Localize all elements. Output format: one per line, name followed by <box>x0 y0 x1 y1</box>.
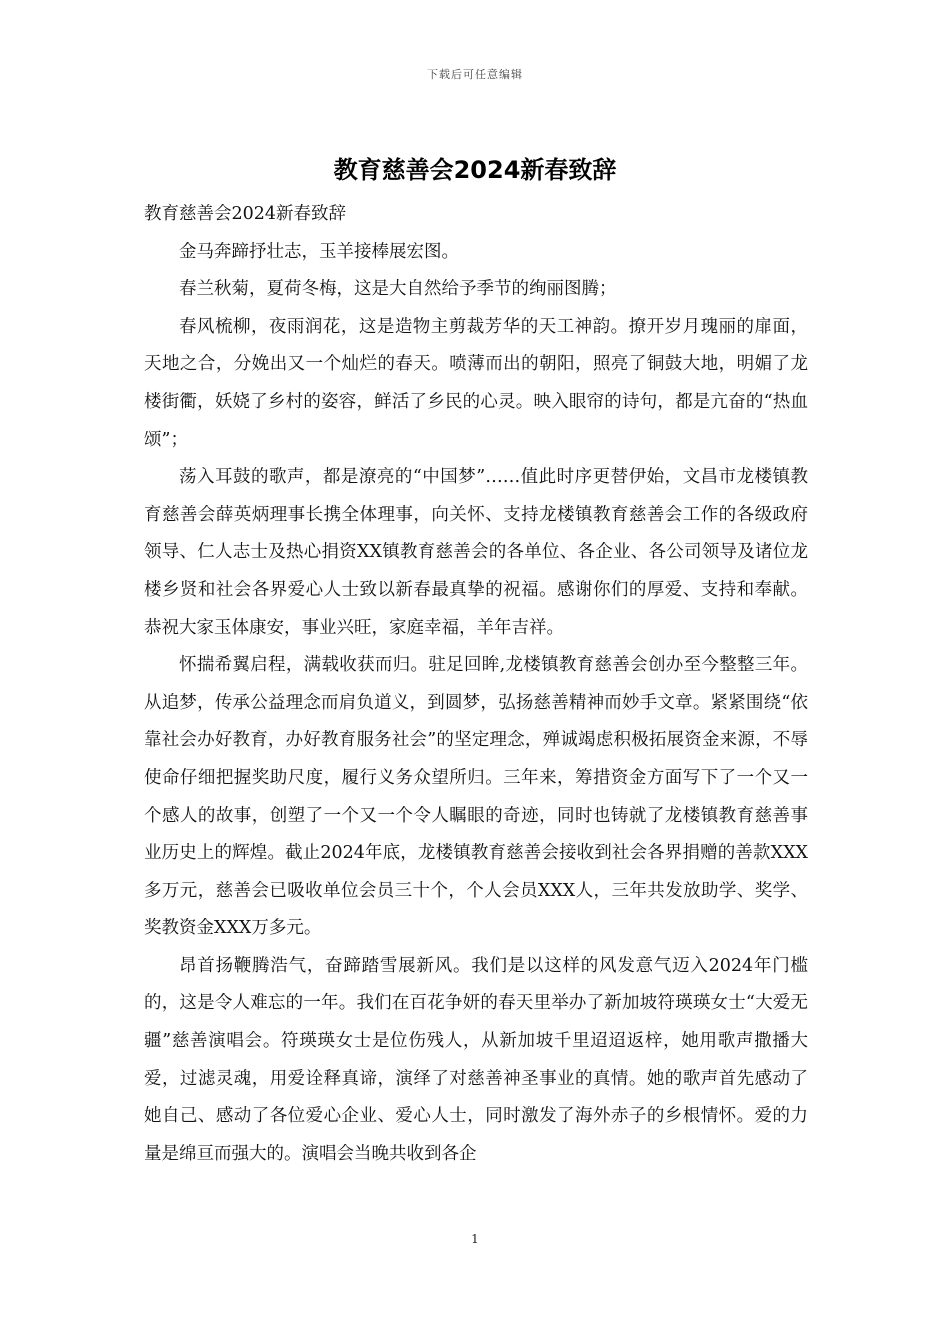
paragraph-subtitle: 教育慈善会2024新春致辞 <box>144 204 347 224</box>
paragraph: 春风梳柳，夜雨润花，这是造物主剪裁芳华的天工神韵。撩开岁月瑰丽的扉面，天地之合，分娩出又一个灿烂的春天。喷薄而出的朝阳，照亮了铜鼓大地，明媚了龙楼街衢，妖娆了乡村的姿容，鲜活了乡民的心灵。映入眼帘的诗句，都是亢奋的“热血颂”； <box>144 316 808 450</box>
paragraph: 春兰秋菊，夏荷冬梅，这是大自然给予季节的绚丽图腾； <box>179 279 617 300</box>
header-note: 下载后可任意编辑 <box>427 68 523 81</box>
paragraph: 荡入耳鼓的歌声，都是潦亮的“中国梦”……值此时序更替伊始，文昌市龙楼镇教育慈善会薛英炳理事长携全体理事，向关怀、支持龙楼镇教育慈善会工作的各级政府领导、仁人志士及热心捐资XX镇教育慈善会的各单位、各企业、各公司领导及诸位龙楼乡贤和社会各界爱心人士致以新春最真挚的祝福。感谢你们的厚爱、支持和奉献。恭祝大家玉体康安，事业兴旺，家庭幸福，羊年吉祥。 <box>144 467 808 638</box>
document-body <box>144 196 808 1173</box>
paragraph: 昂首扬鞭腾浩气，奋蹄踏雪展新风。我们是以这样的风发意气迈入2024年门槛的，这是令人难忘的一年。我们在百花争妍的春天里举办了新加坡符瑛瑛女士“大爱无疆”慈善演唱会。符瑛瑛女士是位伤残人，从新加坡千里迢迢返梓，她用歌声撒播大爱，过滤灵魂，用爱诠释真谛，演绎了对慈善神圣事业的真情。她的歌声首先感动了她自己、感动了各位爱心企业、爱心人士，同时激发了海外赤子的乡根情怀。爱的力量是绵亘而强大的。演唱会当晚共收到各企 <box>144 955 808 1164</box>
paragraph: 金马奔蹄抒壮志，玉羊接棒展宏图。 <box>179 241 459 262</box>
document-title: 教育慈善会2024新春致辞 <box>333 156 617 184</box>
paragraph: 怀揣希翼启程，满载收获而归。驻足回眸,龙楼镇教育慈善会创办至今整整三年。从追梦，传承公益理念而肩负道义，到圆梦，弘扬慈善精神而妙手文章。紧紧围绕“依靠社会办好教育，办好教育服务社会”的坚定理念，殚诚竭虑积极拓展资金来源，不辱使命仔细把握奖助尺度，履行义务众望所归。三年来，筹措资金方面写下了一个又一个感人的故事，创塑了一个又一个令人瞩眼的奇迹，同时也铸就了龙楼镇教育慈善事业历史上的辉煌。截止2024年底，龙楼镇教育慈善会接收到社会各界捐赠的善款XXX多万元，慈善会已吸收单位会员三十个，个人会员XXX人，三年共发放助学、奖学、奖教资金XXX万多元。 <box>144 655 808 939</box>
page-number: 1 <box>471 1232 479 1246</box>
